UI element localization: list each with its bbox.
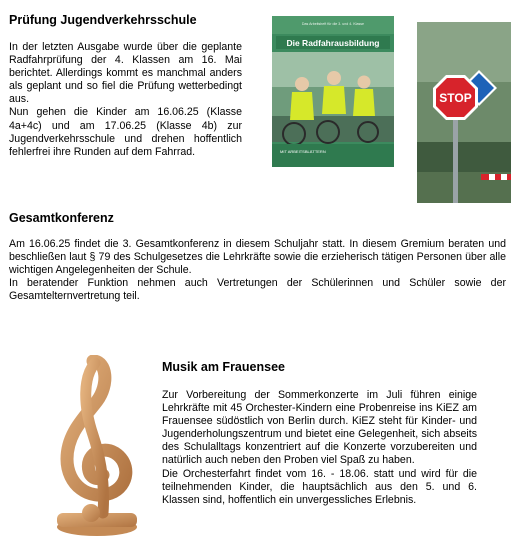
stop-sign-photo — [417, 22, 511, 203]
paragraph: Am 16.06.25 findet die 3. Gesamtkonferenz in diesem Schuljahr statt. In diesem Gremium beraten und beschließen laut § 79 des Schulgesetzes die Lehrkräfte sowie die erzieherisch tätigen Personen über alle wichtigen Angelegenheiten der Schule. — [9, 238, 506, 277]
book-title: Die Radfahrausbildung — [286, 38, 380, 48]
section-title-musik-am-frauensee: Musik am Frauensee — [162, 360, 285, 374]
book-top-text: Das Arbeitsheft für die 3. und 4. Klasse — [301, 22, 365, 26]
section-body-gesamtkonferenz — [9, 238, 506, 303]
book-bottom-text: MIT ARBEITSBLÄTTERN — [280, 149, 326, 154]
paragraph: Nun gehen die Kinder am 16.06.25 (Klasse 4a+4c) und am 17.06.25 (Klasse 4b) zur Jugendverkehrsschule und drehen hoffentlich fehlerfrei ihre Runden auf dem Fahrrad. — [9, 106, 242, 158]
section-body-jugendverkehrsschule — [9, 41, 242, 159]
radfahrausbildung-book-cover-image — [272, 16, 394, 167]
section-body-musik-am-frauensee — [162, 389, 477, 507]
wooden-treble-clef-image — [45, 355, 143, 540]
paragraph: Zur Vorbereitung der Sommerkonzerte im Juli führen einige Lehrkräfte mit 45 Orchester-Kindern eine Probenreise ins KiEZ am Frauensee südöstlich von Berlin durch. KiEZ steht für Kinder- und Jugenderholungszentrum und bietet eine Gelegenheit, sich abseits des Schulalltags konzentriert auf die Konzerte vorzubereiten und natürlich auch neben den Proben viel Spaß zu haben. — [162, 389, 477, 467]
paragraph: In beratender Funktion nehmen auch Vertretungen der Schülerinnen und Schüler sowie der Gesamtelternvertretung teil. — [9, 277, 506, 303]
paragraph: Die Orchesterfahrt findet vom 16. - 18.06. statt und wird für die teilnehmenden Kinder, die hauptsächlich aus den 5. und 6. Klassen sind, hoffentlich ein unvergessliches Erlebnis. — [162, 467, 477, 506]
stop-sign-text: STOP — [439, 91, 472, 105]
paragraph: In der letzten Ausgabe wurde über die geplante Radfahrprüfung der 4. Klassen am 16. Mai berichtet. Allerdings kommt es manchmal anders als geplant und so fiel die Prüfung wetterbedingt aus. — [9, 41, 242, 106]
section-title-jugendverkehrsschule: Prüfung Jugendverkehrsschule — [9, 13, 197, 27]
section-title-gesamtkonferenz: Gesamtkonferenz — [9, 211, 114, 225]
